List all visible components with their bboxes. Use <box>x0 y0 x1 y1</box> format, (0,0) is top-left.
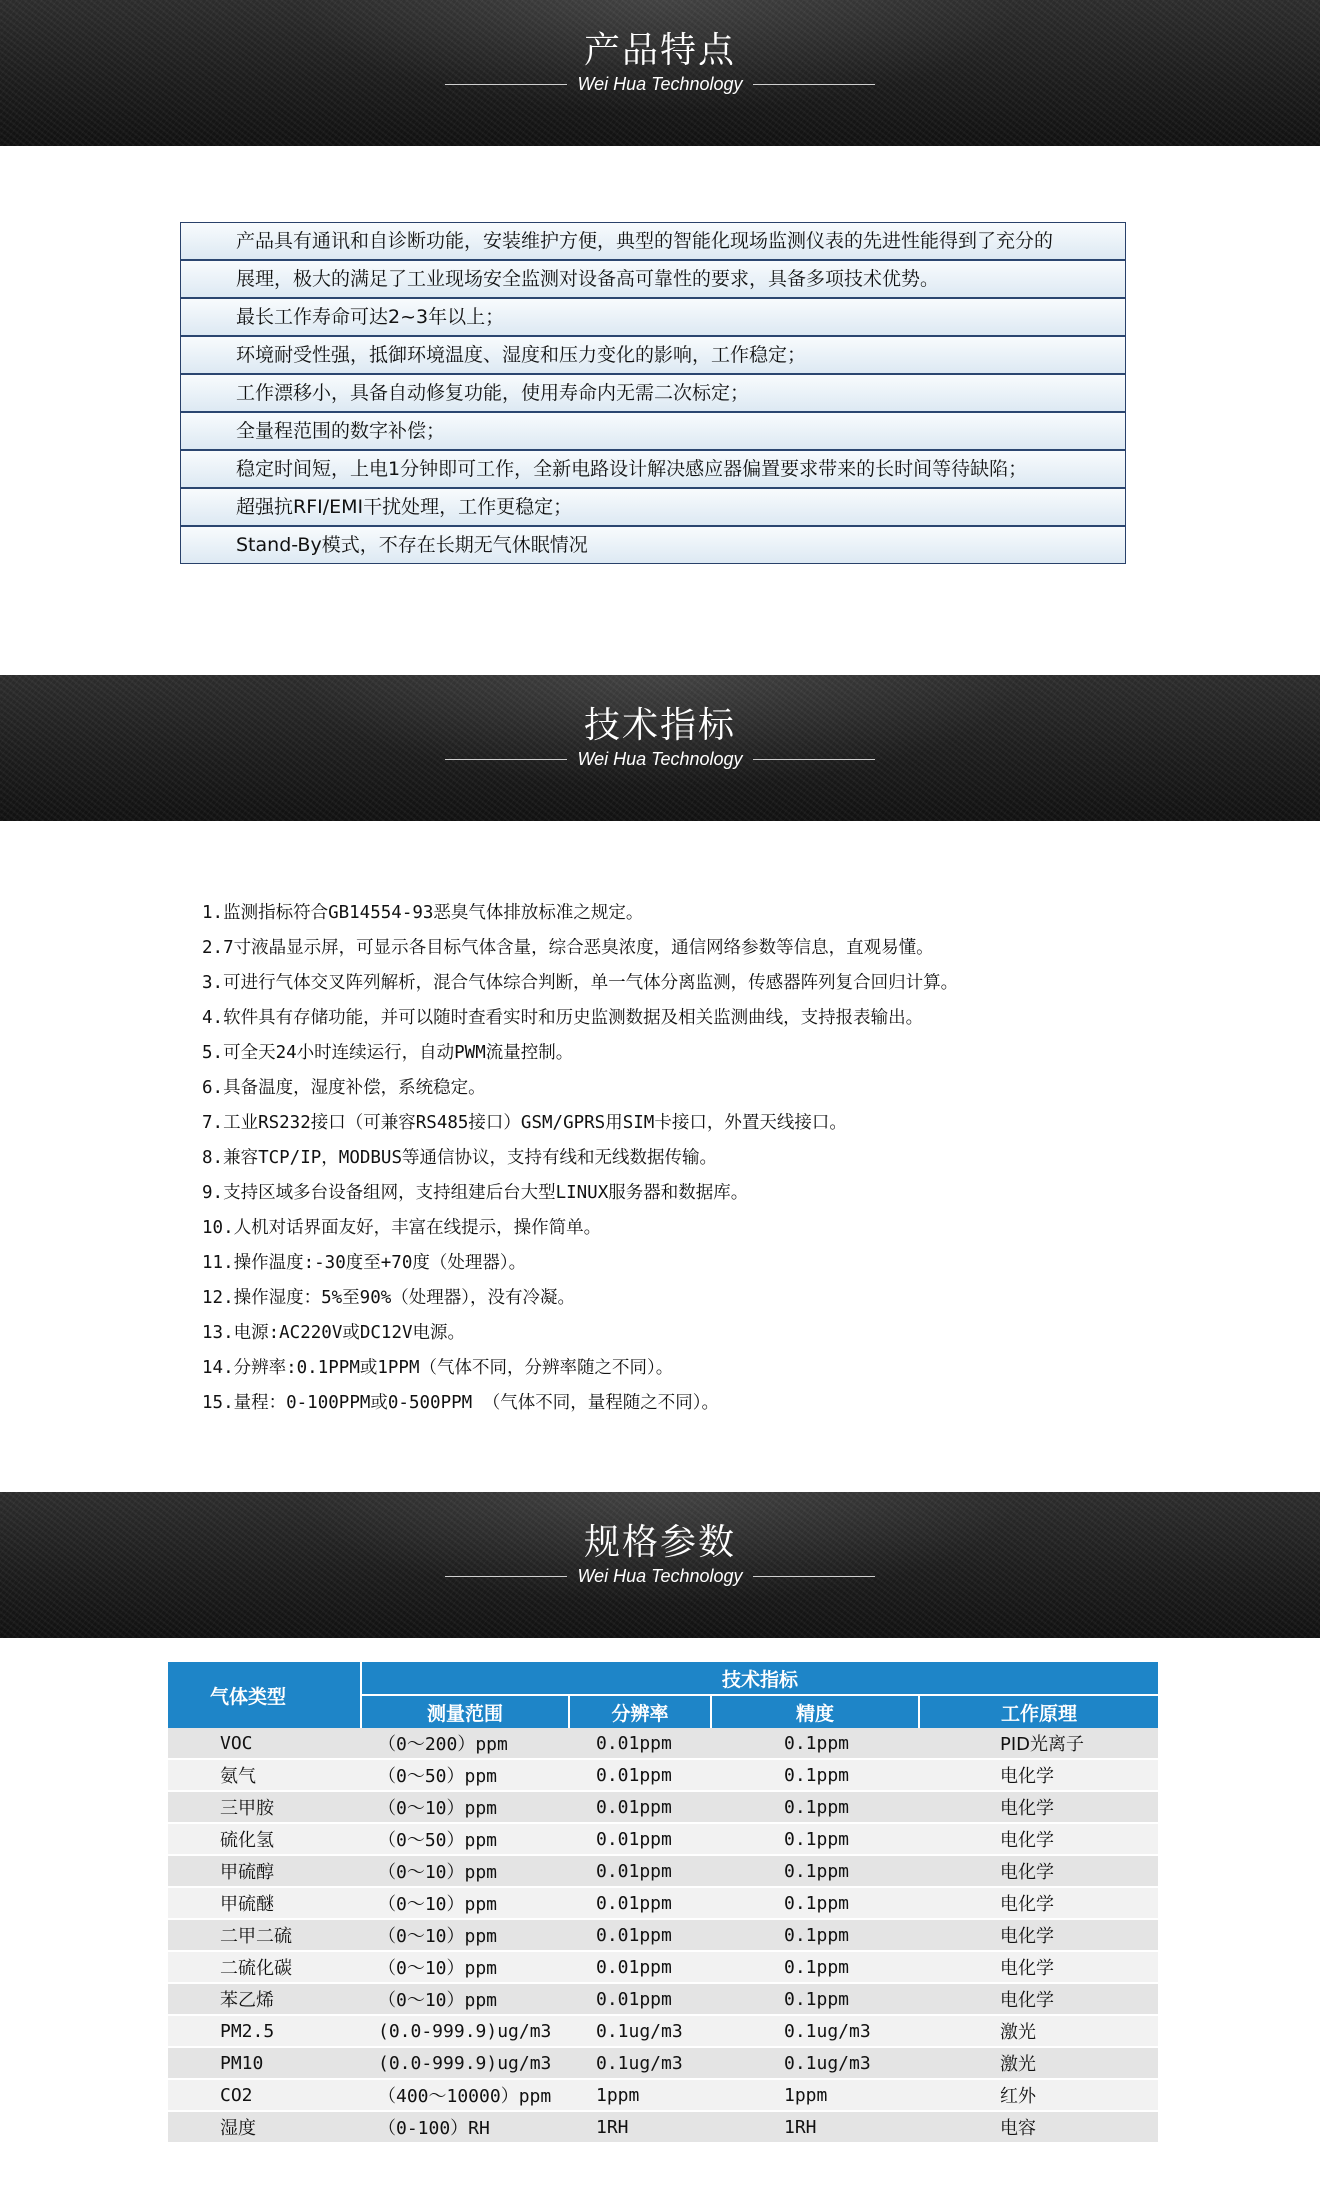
table-row <box>168 1728 1158 1760</box>
tech-spec-item: 14.分辨率:0.1PPM或1PPM（气体不同，分辨率随之不同）。 <box>202 1358 674 1378</box>
principle-cell: 电化学 <box>920 1952 1158 1984</box>
divider <box>445 84 567 85</box>
range-cell: （0-100）RH <box>362 2112 570 2144</box>
gas-name-cell: PM10 <box>168 2048 362 2080</box>
tech-spec-item: 9.支持区域多台设备组网，支持组建后台大型LINUX服务器和数据库。 <box>202 1183 749 1203</box>
resolution-cell: 1ppm <box>570 2080 712 2112</box>
table-row <box>168 1984 1158 2016</box>
tech-spec-item: 12.操作湿度：5%至90%（处理器），没有冷凝。 <box>202 1288 576 1308</box>
range-cell: （0～10）ppm <box>362 1952 570 1984</box>
gas-name-cell: 氨气 <box>168 1760 362 1792</box>
accuracy-cell: 0.1ppm <box>712 1728 920 1760</box>
feature-item: 超强抗RFI/EMI干扰处理，工作更稳定； <box>181 489 1125 527</box>
accuracy-cell: 0.1ppm <box>712 1792 920 1824</box>
table-row <box>168 1920 1158 1952</box>
tech-spec-item: 7.工业RS232接口（可兼容RS485接口）GSM/GPRS用SIM卡接口，外置天线接口。 <box>202 1113 847 1133</box>
resolution-cell: 0.01ppm <box>570 1824 712 1856</box>
table-row <box>168 2112 1158 2144</box>
resolution-cell: 1RH <box>570 2112 712 2144</box>
feature-item: 稳定时间短，上电1分钟即可工作，全新电路设计解决感应器偏置要求带来的长时间等待缺陷； <box>181 451 1125 489</box>
principle-cell: 电化学 <box>920 1920 1158 1952</box>
gas-name-cell: 硫化氢 <box>168 1824 362 1856</box>
feature-item: 产品具有通讯和自诊断功能，安装维护方便，典型的智能化现场监测仪表的先进性能得到了充分的 <box>181 223 1125 261</box>
accuracy-cell: 1RH <box>712 2112 920 2144</box>
section-title: 产品特点 <box>583 30 736 71</box>
section-title: 规格参数 <box>583 1522 736 1563</box>
resolution-cell: 0.01ppm <box>570 1792 712 1824</box>
range-cell: （0～10）ppm <box>362 1792 570 1824</box>
range-cell: (0.0-999.9)ug/m3 <box>362 2016 570 2048</box>
principle-cell: 电化学 <box>920 1824 1158 1856</box>
gas-name-cell: PM2.5 <box>168 2016 362 2048</box>
feature-item: 工作漂移小，具备自动修复功能，使用寿命内无需二次标定； <box>181 375 1125 413</box>
principle-cell: 电化学 <box>920 1760 1158 1792</box>
section-subtitle <box>0 74 1320 95</box>
range-cell: （0～50）ppm <box>362 1824 570 1856</box>
resolution-cell: 0.1ug/m3 <box>570 2016 712 2048</box>
resolution-cell: 0.01ppm <box>570 1760 712 1792</box>
table-row <box>168 1760 1158 1792</box>
gas-name-cell: 苯乙烯 <box>168 1984 362 2016</box>
tech-spec-item: 1.监测指标符合GB14554-93恶臭气体排放标准之规定。 <box>202 903 644 923</box>
table-row <box>168 2048 1158 2080</box>
spec-table <box>168 1662 1158 2144</box>
tech-spec-item: 4.软件具有存储功能，并可以随时查看实时和历史监测数据及相关监测曲线，支持报表输出。 <box>202 1008 924 1028</box>
feature-list <box>180 222 1126 564</box>
tech-spec-item: 10.人机对话界面友好，丰富在线提示，操作简单。 <box>202 1218 602 1238</box>
table-row <box>168 1952 1158 1984</box>
gas-name-cell: 甲硫醇 <box>168 1856 362 1888</box>
tech-spec-item: 11.操作温度:-30度至+70度（处理器）。 <box>202 1253 527 1273</box>
range-cell: （400～10000）ppm <box>362 2080 570 2112</box>
accuracy-cell: 0.1ppm <box>712 1760 920 1792</box>
principle-cell: 电化学 <box>920 1888 1158 1920</box>
table-row <box>168 2016 1158 2048</box>
resolution-cell: 0.01ppm <box>570 1728 712 1760</box>
accuracy-header: 精度 <box>712 1694 920 1728</box>
principle-cell: 激光 <box>920 2048 1158 2080</box>
accuracy-cell: 1ppm <box>712 2080 920 2112</box>
table-row <box>168 1792 1158 1824</box>
gas-name-cell: 二甲二硫 <box>168 1920 362 1952</box>
subtitle-text: Wei Hua Technology <box>577 74 743 94</box>
gas-type-header: 气体类型 <box>168 1662 362 1728</box>
tech-spec-item: 15.量程：0-100PPM或0-500PPM （气体不同，量程随之不同）。 <box>202 1393 719 1413</box>
feature-item: 最长工作寿命可达2~3年以上； <box>181 299 1125 337</box>
principle-cell: 红外 <box>920 2080 1158 2112</box>
table-row <box>168 1856 1158 1888</box>
feature-item: Stand-By模式，不存在长期无气休眠情况 <box>181 527 1125 563</box>
subtitle-text: Wei Hua Technology <box>577 749 743 769</box>
accuracy-cell: 0.1ppm <box>712 1920 920 1952</box>
gas-name-cell: CO2 <box>168 2080 362 2112</box>
tech-spec-item: 3.可进行气体交叉阵列解析，混合气体综合判断，单一气体分离监测，传感器阵列复合回归计算。 <box>202 973 959 993</box>
feature-item: 全量程范围的数字补偿； <box>181 413 1125 451</box>
divider <box>753 759 875 760</box>
resolution-cell: 0.1ug/m3 <box>570 2048 712 2080</box>
resolution-cell: 0.01ppm <box>570 1856 712 1888</box>
range-cell: （0～10）ppm <box>362 1984 570 2016</box>
gas-name-cell: 甲硫醚 <box>168 1888 362 1920</box>
accuracy-cell: 0.1ppm <box>712 1888 920 1920</box>
tech-spec-list <box>202 896 958 1421</box>
banner-technical-indicators <box>0 675 1320 821</box>
gas-name-cell: 湿度 <box>168 2112 362 2144</box>
tech-indicator-header: 技术指标 <box>362 1662 1158 1694</box>
range-cell: （0～10）ppm <box>362 1920 570 1952</box>
feature-item: 环境耐受性强，抵御环境温度、湿度和压力变化的影响，工作稳定； <box>181 337 1125 375</box>
accuracy-cell: 0.1ug/m3 <box>712 2016 920 2048</box>
resolution-cell: 0.01ppm <box>570 1952 712 1984</box>
range-cell: （0～50）ppm <box>362 1760 570 1792</box>
principle-cell: 电容 <box>920 2112 1158 2144</box>
resolution-header: 分辨率 <box>570 1694 712 1728</box>
gas-name-cell: VOC <box>168 1728 362 1760</box>
range-cell: （0～200）ppm <box>362 1728 570 1760</box>
principle-cell: PID光离子 <box>920 1728 1158 1760</box>
resolution-cell: 0.01ppm <box>570 1984 712 2016</box>
table-row <box>168 2080 1158 2112</box>
tech-spec-item: 13.电源:AC220V或DC12V电源。 <box>202 1323 466 1343</box>
range-header: 测量范围 <box>362 1694 570 1728</box>
spec-table-body <box>168 1728 1158 2144</box>
range-cell: （0～10）ppm <box>362 1888 570 1920</box>
accuracy-cell: 0.1ppm <box>712 1984 920 2016</box>
subtitle-text: Wei Hua Technology <box>577 1566 743 1586</box>
gas-name-cell: 三甲胺 <box>168 1792 362 1824</box>
section-title: 技术指标 <box>583 705 736 746</box>
banner-specifications <box>0 1492 1320 1638</box>
divider <box>445 759 567 760</box>
accuracy-cell: 0.1ppm <box>712 1824 920 1856</box>
principle-cell: 电化学 <box>920 1856 1158 1888</box>
table-row <box>168 1888 1158 1920</box>
section-subtitle <box>0 1566 1320 1587</box>
range-cell: （0～10）ppm <box>362 1856 570 1888</box>
resolution-cell: 0.01ppm <box>570 1920 712 1952</box>
resolution-cell: 0.01ppm <box>570 1888 712 1920</box>
tech-spec-item: 6.具备温度，湿度补偿，系统稳定。 <box>202 1078 486 1098</box>
principle-cell: 激光 <box>920 2016 1158 2048</box>
accuracy-cell: 0.1ug/m3 <box>712 2048 920 2080</box>
principle-header: 工作原理 <box>920 1694 1158 1728</box>
table-row <box>168 1824 1158 1856</box>
gas-name-cell: 二硫化碳 <box>168 1952 362 1984</box>
accuracy-cell: 0.1ppm <box>712 1952 920 1984</box>
banner-product-features <box>0 0 1320 146</box>
divider <box>445 1576 567 1577</box>
tech-spec-item: 5.可全天24小时连续运行，自动PWM流量控制。 <box>202 1043 574 1063</box>
accuracy-cell: 0.1ppm <box>712 1856 920 1888</box>
divider <box>753 1576 875 1577</box>
principle-cell: 电化学 <box>920 1984 1158 2016</box>
range-cell: (0.0-999.9)ug/m3 <box>362 2048 570 2080</box>
tech-spec-item: 8.兼容TCP/IP，MODBUS等通信协议，支持有线和无线数据传输。 <box>202 1148 718 1168</box>
principle-cell: 电化学 <box>920 1792 1158 1824</box>
tech-spec-item: 2.7寸液晶显示屏，可显示各目标气体含量，综合恶臭浓度，通信网络参数等信息，直观易懂。 <box>202 938 934 958</box>
divider <box>753 84 875 85</box>
feature-item: 展理，极大的满足了工业现场安全监测对设备高可靠性的要求，具备多项技术优势。 <box>181 261 1125 299</box>
section-subtitle <box>0 749 1320 770</box>
